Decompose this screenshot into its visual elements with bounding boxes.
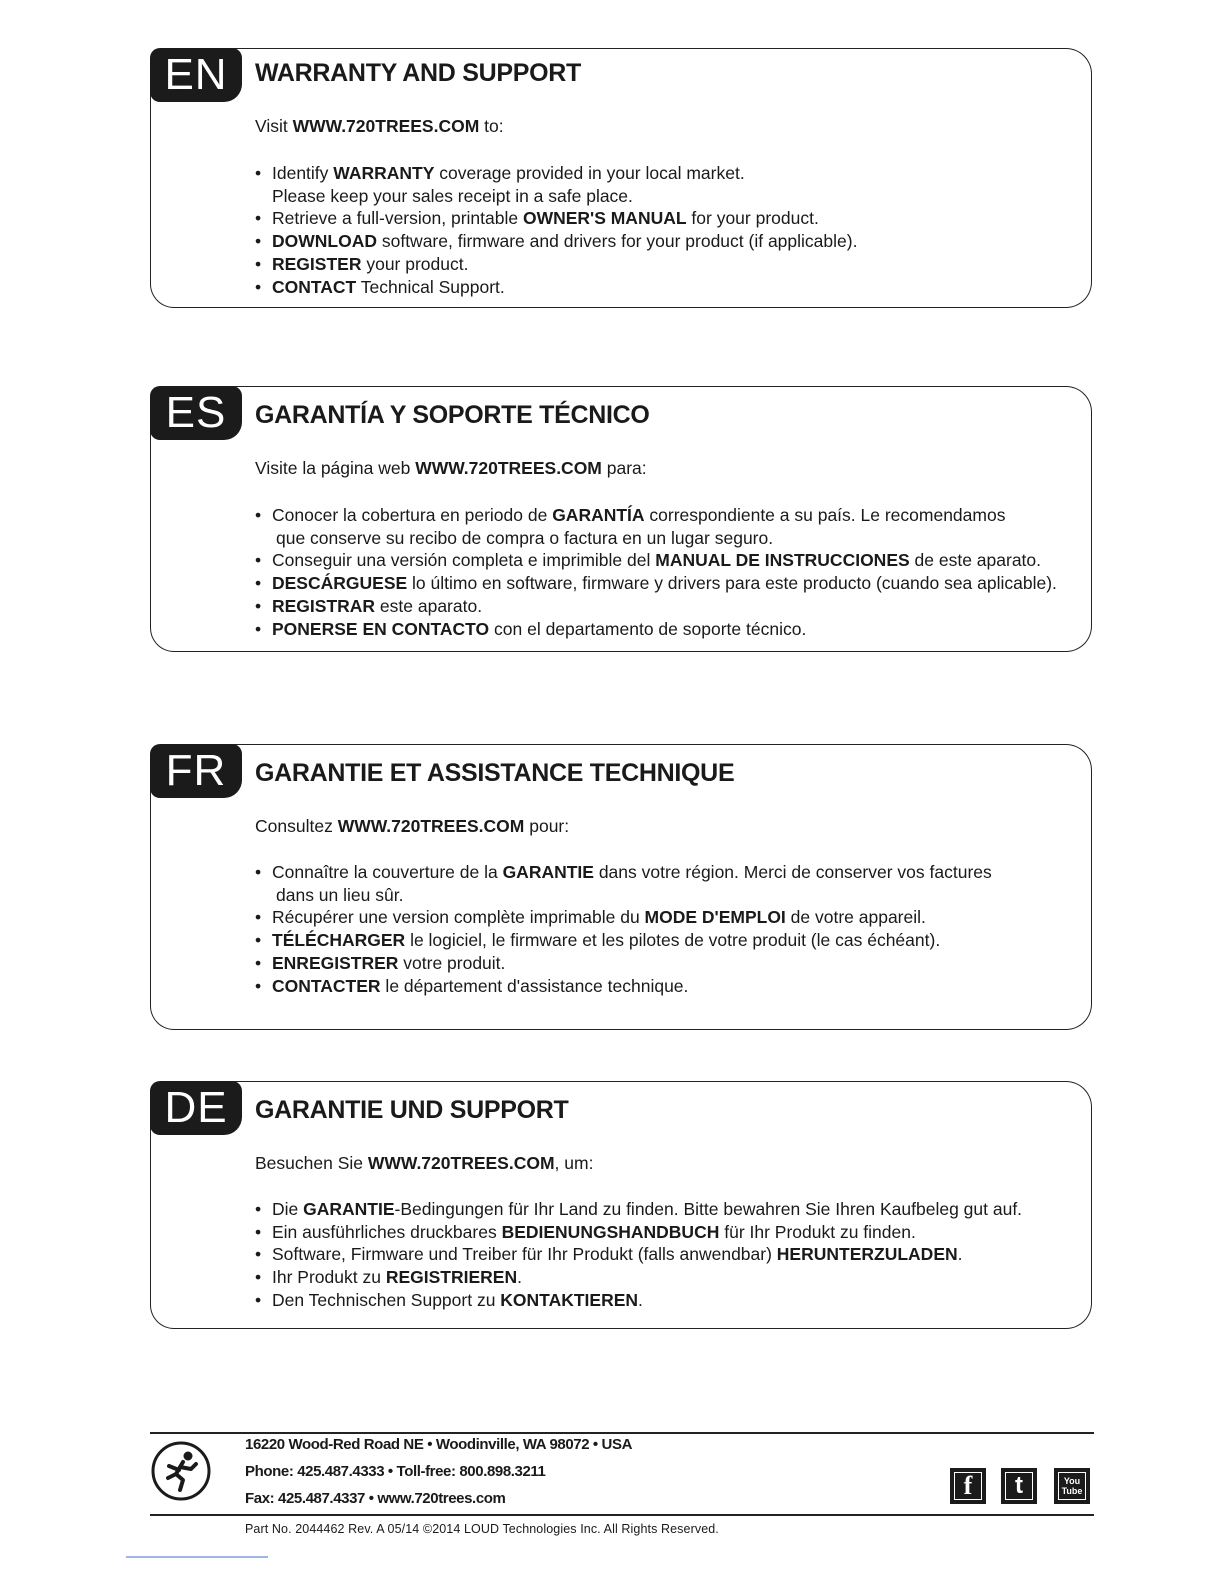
facebook-icon: f: [954, 1472, 982, 1500]
language-tag: EN: [150, 48, 242, 102]
item-list: [255, 861, 992, 997]
list-item: • TÉLÉCHARGER le logiciel, le firmware et les pilotes de votre produit (le cas échéant).: [255, 929, 992, 952]
footer-top-rule: [150, 1432, 1094, 1434]
footer-bottom-rule: [150, 1514, 1094, 1516]
facebook-button[interactable]: [950, 1468, 986, 1504]
language-tag: FR: [150, 744, 242, 798]
list-item: • CONTACT Technical Support.: [255, 276, 857, 299]
item-list: [255, 162, 857, 298]
list-item: • Retrieve a full-version, printable OWNER'S MANUAL for your product.: [255, 207, 857, 230]
list-item: • Identify WARRANTY coverage provided in your local market. Please keep your sales receipt in a safe place.: [255, 162, 857, 207]
list-item: • ENREGISTRER votre produit.: [255, 952, 992, 975]
section-es: [150, 386, 1092, 652]
list-item: • Ihr Produkt zu REGISTRIEREN.: [255, 1266, 1022, 1289]
youtube-icon: You Tube: [1058, 1472, 1086, 1500]
twitter-icon: t: [1005, 1472, 1033, 1500]
section-de: [150, 1081, 1092, 1329]
item-list: [255, 504, 1057, 640]
list-item: • Récupérer une version complète imprimable du MODE D'EMPLOI de votre appareil.: [255, 906, 992, 929]
website-link[interactable]: WWW.720TREES.COM: [415, 458, 602, 478]
intro-line: Visite la página web WWW.720TREES.COM para:: [255, 458, 647, 478]
list-item: • Conseguir una versión completa e imprimible del MANUAL DE INSTRUCCIONES de este aparato.: [255, 549, 1057, 572]
list-item: • Conocer la cobertura en periodo de GARANTÍA correspondiente a su país. Le recomendamos que conserve su recibo de compra o factura en un lugar seguro.: [255, 504, 1057, 549]
list-item: • Die GARANTIE-Bedingungen für Ihr Land zu finden. Bitte bewahren Sie Ihren Kaufbeleg gut auf.: [255, 1198, 1022, 1221]
website-link[interactable]: WWW.720TREES.COM: [337, 816, 525, 836]
decorative-bar: [126, 1556, 268, 1558]
website-link[interactable]: WWW.720TREES.COM: [292, 116, 480, 136]
footer-fax: Fax: 425.487.4337 • www.720trees.com: [245, 1490, 506, 1507]
language-tag: DE: [150, 1081, 242, 1135]
website-link[interactable]: WWW.720TREES.COM: [367, 1153, 555, 1173]
list-item: • Den Technischen Support zu KONTAKTIEREN.: [255, 1289, 1022, 1312]
section-title: GARANTIE UND SUPPORT: [255, 1096, 569, 1124]
intro-line: Consultez WWW.720TREES.COM pour:: [255, 816, 570, 836]
intro-line: Visit WWW.720TREES.COM to:: [255, 116, 504, 136]
language-tag: ES: [150, 386, 242, 440]
twitter-button[interactable]: [1001, 1468, 1037, 1504]
footer: [150, 1430, 1094, 1540]
section-title: WARRANTY AND SUPPORT: [255, 59, 581, 87]
list-item: • REGISTER your product.: [255, 253, 857, 276]
section-en: [150, 48, 1092, 308]
section-title: GARANTIE ET ASSISTANCE TECHNIQUE: [255, 759, 735, 787]
youtube-button[interactable]: [1054, 1468, 1090, 1504]
list-item: • Connaître la couverture de la GARANTIE dans votre région. Merci de conserver vos factures dans un lieu sûr.: [255, 861, 992, 906]
list-item: • DESCÁRGUESE lo último en software, firmware y drivers para este producto (cuando sea aplicable).: [255, 572, 1057, 595]
section-title: GARANTÍA Y SOPORTE TÉCNICO: [255, 401, 650, 429]
item-list: [255, 1198, 1022, 1312]
section-fr: [150, 744, 1092, 1030]
list-item: • REGISTRAR este aparato.: [255, 595, 1057, 618]
list-item: • Ein ausführliches druckbares BEDIENUNGSHANDBUCH für Ihr Produkt zu finden.: [255, 1221, 1022, 1244]
intro-line: Besuchen Sie WWW.720TREES.COM, um:: [255, 1153, 594, 1173]
list-item: • PONERSE EN CONTACTO con el departamento de soporte técnico.: [255, 618, 1057, 641]
footer-phone: Phone: 425.487.4333 • Toll-free: 800.898.3211: [245, 1463, 546, 1480]
list-item: • CONTACTER le département d'assistance technique.: [255, 975, 992, 998]
footer-address: 16220 Wood-Red Road NE • Woodinville, WA 98072 • USA: [245, 1436, 633, 1453]
part-number: Part No. 2044462 Rev. A 05/14 ©2014 LOUD Technologies Inc. All Rights Reserved.: [245, 1522, 719, 1536]
running-man-logo-icon: [150, 1440, 212, 1502]
list-item: • DOWNLOAD software, firmware and drivers for your product (if applicable).: [255, 230, 857, 253]
list-item: • Software, Firmware und Treiber für Ihr Produkt (falls anwendbar) HERUNTERZULADEN.: [255, 1243, 1022, 1266]
